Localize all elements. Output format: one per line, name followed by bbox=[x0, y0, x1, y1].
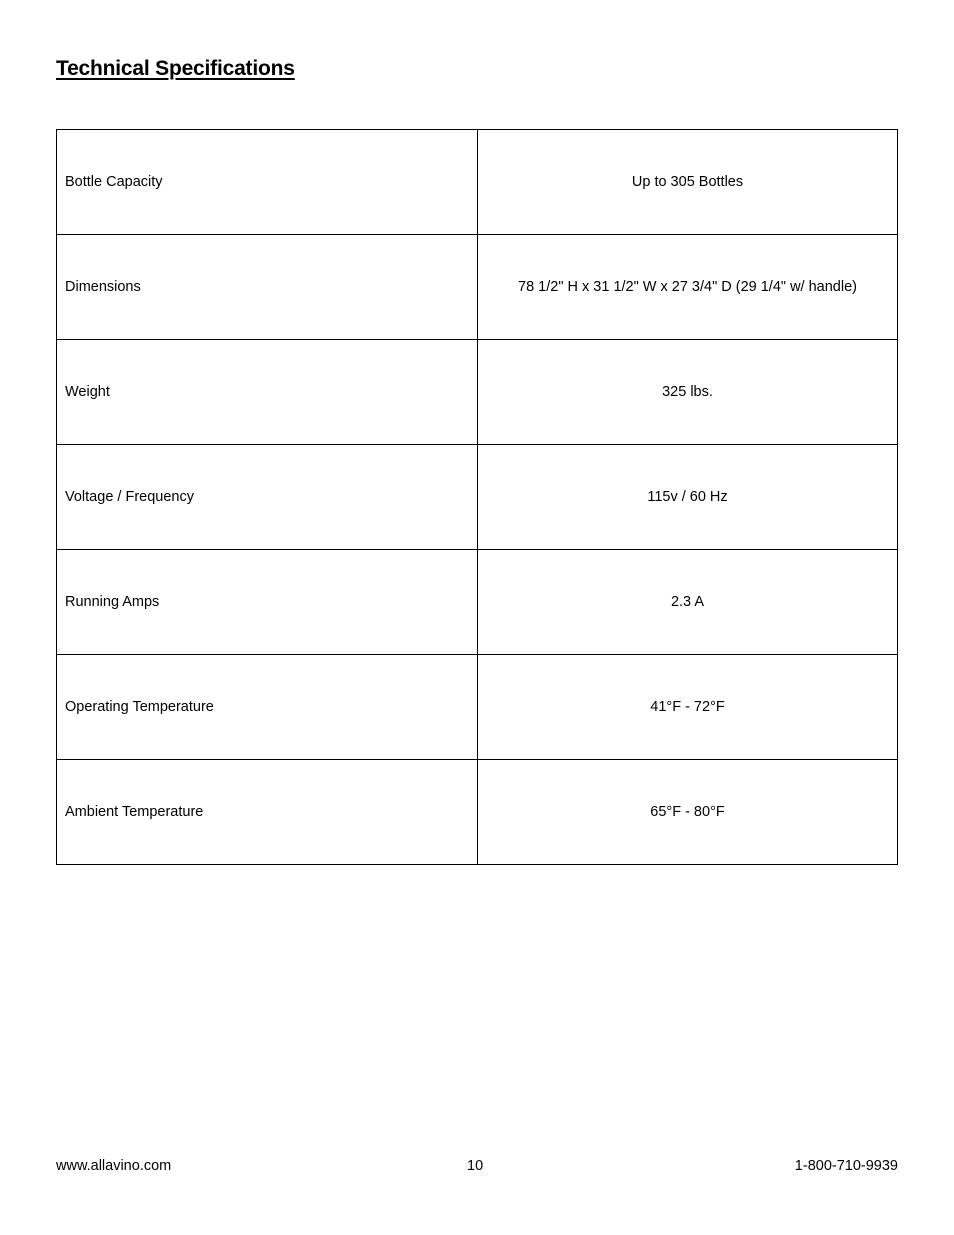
table-row bbox=[57, 550, 898, 655]
specifications-table bbox=[56, 129, 898, 865]
spec-value: 115v / 60 Hz bbox=[478, 445, 898, 550]
table-row bbox=[57, 340, 898, 445]
table-row bbox=[57, 130, 898, 235]
spec-label: Voltage / Frequency bbox=[57, 445, 478, 550]
spec-value: 2.3 A bbox=[478, 550, 898, 655]
spec-label: Bottle Capacity bbox=[57, 130, 478, 235]
footer-website: www.allavino.com bbox=[56, 1158, 172, 1174]
spec-label: Running Amps bbox=[57, 550, 478, 655]
spec-value: 325 lbs. bbox=[478, 340, 898, 445]
table-row bbox=[57, 235, 898, 340]
spec-label: Dimensions bbox=[57, 235, 478, 340]
spec-value: Up to 305 Bottles bbox=[478, 130, 898, 235]
spec-label: Weight bbox=[57, 340, 478, 445]
table-row bbox=[57, 655, 898, 760]
table-row bbox=[57, 445, 898, 550]
spec-value: 65°F - 80°F bbox=[478, 760, 898, 865]
footer-page-number: 10 bbox=[467, 1158, 484, 1174]
page-title: Technical Specifications bbox=[56, 57, 295, 80]
footer-phone: 1-800-710-9939 bbox=[794, 1158, 898, 1174]
spec-value: 41°F - 72°F bbox=[478, 655, 898, 760]
table-row bbox=[57, 760, 898, 865]
spec-label: Ambient Temperature bbox=[57, 760, 478, 865]
spec-label: Operating Temperature bbox=[57, 655, 478, 760]
spec-value: 78 1/2" H x 31 1/2" W x 27 3/4" D (29 1/4" w/ handle) bbox=[478, 235, 898, 340]
